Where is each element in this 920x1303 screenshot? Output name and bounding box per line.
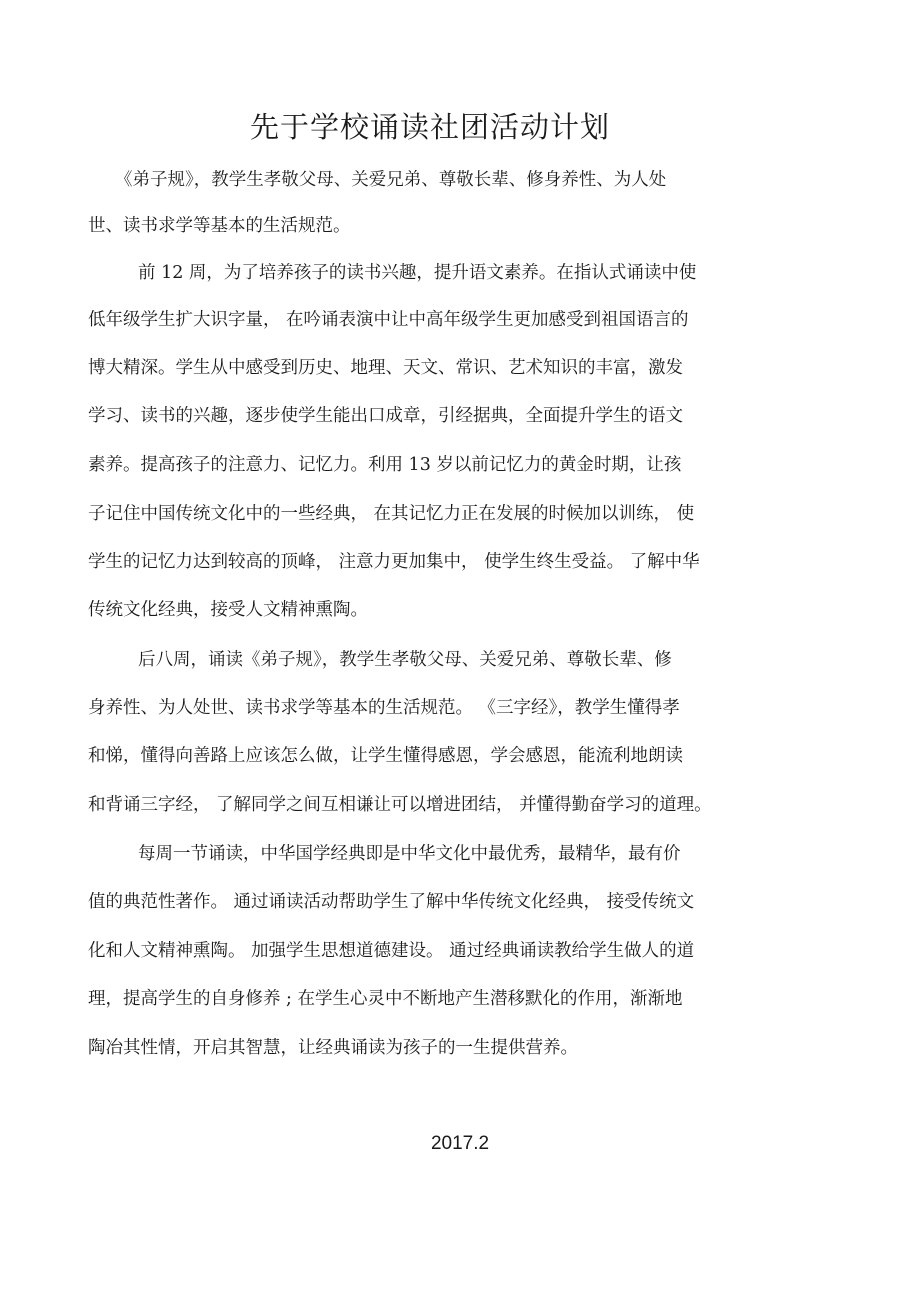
- paragraph-line: 化和人文精神熏陶。 加强学生思想道德建设。 通过经典诵读教给学生做人的道: [88, 941, 695, 961]
- paragraph-line: 陶冶其性情，开启其智慧，让经典诵读为孩子的一生提供营养。: [88, 1038, 578, 1058]
- paragraph-line: 博大精深。学生从中感受到历史、地理、天文、常识、艺术知识的丰富，激发: [88, 358, 683, 378]
- paragraph-line: 前 12 周，为了培养孩子的读书兴趣，提升语文素养。在指认式诵读中使: [138, 263, 697, 283]
- paragraph-line: 子记住中国传统文化中的一些经典， 在其记忆力正在发展的时候加以训练， 使: [88, 504, 695, 524]
- document-title: 先于学校诵读社团活动计划: [249, 110, 610, 144]
- paragraph-line: 后八周，诵读《弟子规》，教学生孝敬父母、关爱兄弟、尊敬长辈、修: [138, 650, 672, 670]
- paragraph-line: 理，提高学生的自身修养 ; 在学生心灵中不断地产生潜移默化的作用，渐渐地: [88, 989, 683, 1009]
- paragraph-line: 世、读书求学等基本的生活规范。: [88, 216, 351, 236]
- paragraph-line: 身养性、为人处世、读书求学等基本的生活规范。 《三字经》，教学生懂得孝: [88, 698, 680, 718]
- paragraph-line: 和背诵三字经， 了解同学之间互相谦让可以增进团结， 并懂得勤奋学习的道理。: [88, 795, 712, 815]
- paragraph-line: 学习、读书的兴趣，逐步使学生能出口成章，引经据典，全面提升学生的语文: [88, 406, 683, 426]
- paragraph-line: 传统文化经典，接受人文精神熏陶。: [88, 600, 368, 620]
- paragraph-line: 低年级学生扩大识字量， 在吟诵表演中让中高年级学生更加感受到祖国语言的: [88, 310, 689, 330]
- paragraph-line: 每周一节诵读，中华国学经典即是中华文化中最优秀，最精华，最有价: [138, 844, 681, 864]
- paragraph-line: 素养。提高孩子的注意力、记忆力。利用 13 岁以前记忆力的黄金时期，让孩: [88, 455, 682, 475]
- paragraph-line: 学生的记忆力达到较高的顶峰， 注意力更加集中， 使学生终生受益。 了解中华: [88, 552, 700, 572]
- paragraph-line: 和悌，懂得向善路上应该怎么做，让学生懂得感恩，学会感恩，能流利地朗读: [88, 746, 683, 766]
- paragraph-line: 值的典范性著作。 通过诵读活动帮助学生了解中华传统文化经典， 接受传统文: [88, 892, 695, 912]
- document-date: 2017.2: [430, 1133, 490, 1154]
- paragraph-line: 《弟子规》，教学生孝敬父母、关爱兄弟、尊敬长辈、修身养性、为人处: [115, 170, 667, 190]
